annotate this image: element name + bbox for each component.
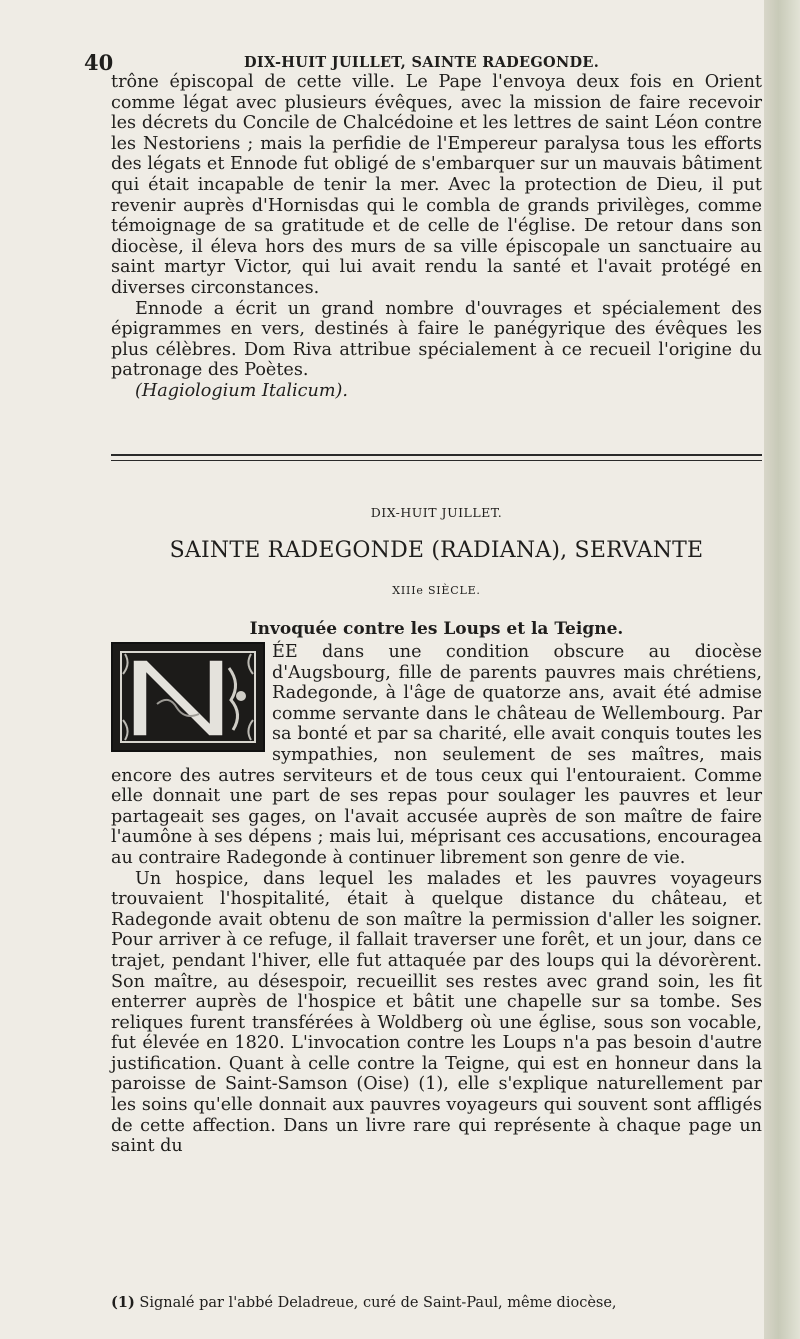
dropcap-space: [111, 642, 272, 762]
footnote-mark: (1): [111, 1294, 135, 1311]
intro-source: (Hagiologium Italicum).: [135, 380, 348, 401]
body-text: [111, 642, 762, 1157]
page-header: [84, 50, 764, 74]
section-invocation: Invoquée contre les Loups et la Teigne.: [249, 619, 624, 639]
intro-text: [111, 72, 762, 402]
running-head: DIX-HUIT JUILLET, SAINTE RADEGONDE.: [244, 54, 600, 71]
section-divider-thin: [111, 460, 762, 461]
section-century: XIIIe SIÈCLE.: [392, 584, 481, 597]
body-paragraph-2: Un hospice, dans lequel les malades et les pauvres voyageurs trouvaient l'hospitalité, était à quelque distance du château, et Radegonde avait obtenu de son maître la permission d'aller les soigner. Pour arriver à ce refuge, il fallait traverser une forêt, et un jour, dans ce trajet, pendant l'hiver, elle fut attaquée par des loups qui la dévorèrent. Son maître, au désespoir, recueillit ses restes avec grand soin, les fit enterrer auprès de l'hospice et bâtit une chapelle sur sa tombe. Ses reliques furent transférées à Woldberg où une église, sous son vocable, fut élevée en 1820. L'invocation contre les Loups n'a pas besoin d'autre justification. Quant à celle contre la Teigne, qui est en honneur dans la paroisse de Saint-Samson (Oise) (1), elle s'explique naturellement par les soins qu'elle donnait aux pauvres voyageurs qui souvent sont affligés de cette affection. Dans un livre rare qui représente à chaque page un saint du: [111, 868, 762, 1157]
section-divider: [111, 454, 762, 456]
page-number: 40: [84, 50, 114, 75]
section-title: SAINTE RADEGONDE (RADIANA), SERVANTE: [169, 538, 704, 563]
footnote: [111, 1294, 762, 1312]
intro-paragraph-1: trône épiscopal de cette ville. Le Pape l'envoya deux fois en Orient comme légat avec plusieurs évêques, avec la mission de faire recevoir les décrets du Concile de Chalcédoine et les lettres de saint Léon contre les Nestoriens ; mais la perfidie de l'Empereur paralysa tous les efforts des légats et Ennode fut obligé de s'embarquer sur un mauvais bâtiment qui était incapable de tenir la mer. Avec la protection de Dieu, il put revenir auprès d'Hornisdas qui le combla de grands privilèges, comme témoignage de sa gratitude et de celle de l'église. De retour dans son diocèse, il éleva hors des murs de sa ville épiscopale un sanctuaire au saint martyr Victor, qui lui avait rendu la santé et l'avait protégé en diverses circonstances.: [111, 72, 762, 298]
page-edge: [764, 0, 800, 1339]
intro-paragraph-2: Ennode a écrit un grand nombre d'ouvrages et spécialement des épigrammes en vers, destinés à faire le panégyrique des évêques les plus célèbres. Dom Riva attribue spécialement à ce recueil l'origine du patronage des Poètes.: [111, 298, 762, 381]
section-dateline: DIX-HUIT JUILLET.: [370, 505, 503, 520]
footnote-text: Signalé par l'abbé Deladreue, curé de Saint-Paul, même diocèse,: [139, 1295, 617, 1311]
body-paragraph-1: ÉE dans une condition obscure au diocèse d'Augsbourg, fille de parents pauvres mais chrétiens, Radegonde, à l'âge de quatorze ans, avait été admise comme servante dans le château de Wellembourg. Par sa bonté et par sa charité, elle avait conquis toutes les sympathies, non seulement de ses maîtres, mais encore des autres serviteurs et de tous ceux qui l'entouraient. Comme elle donnait une part de ses repas pour soulager les pauvres et leur partageait ses gages, on l'avait accusée auprès de son maître de faire l'aumône à ses dépens ; mais lui, méprisant ces accusations, encouragea au contraire Radegonde à continuer librement son genre de vie.: [111, 642, 762, 868]
